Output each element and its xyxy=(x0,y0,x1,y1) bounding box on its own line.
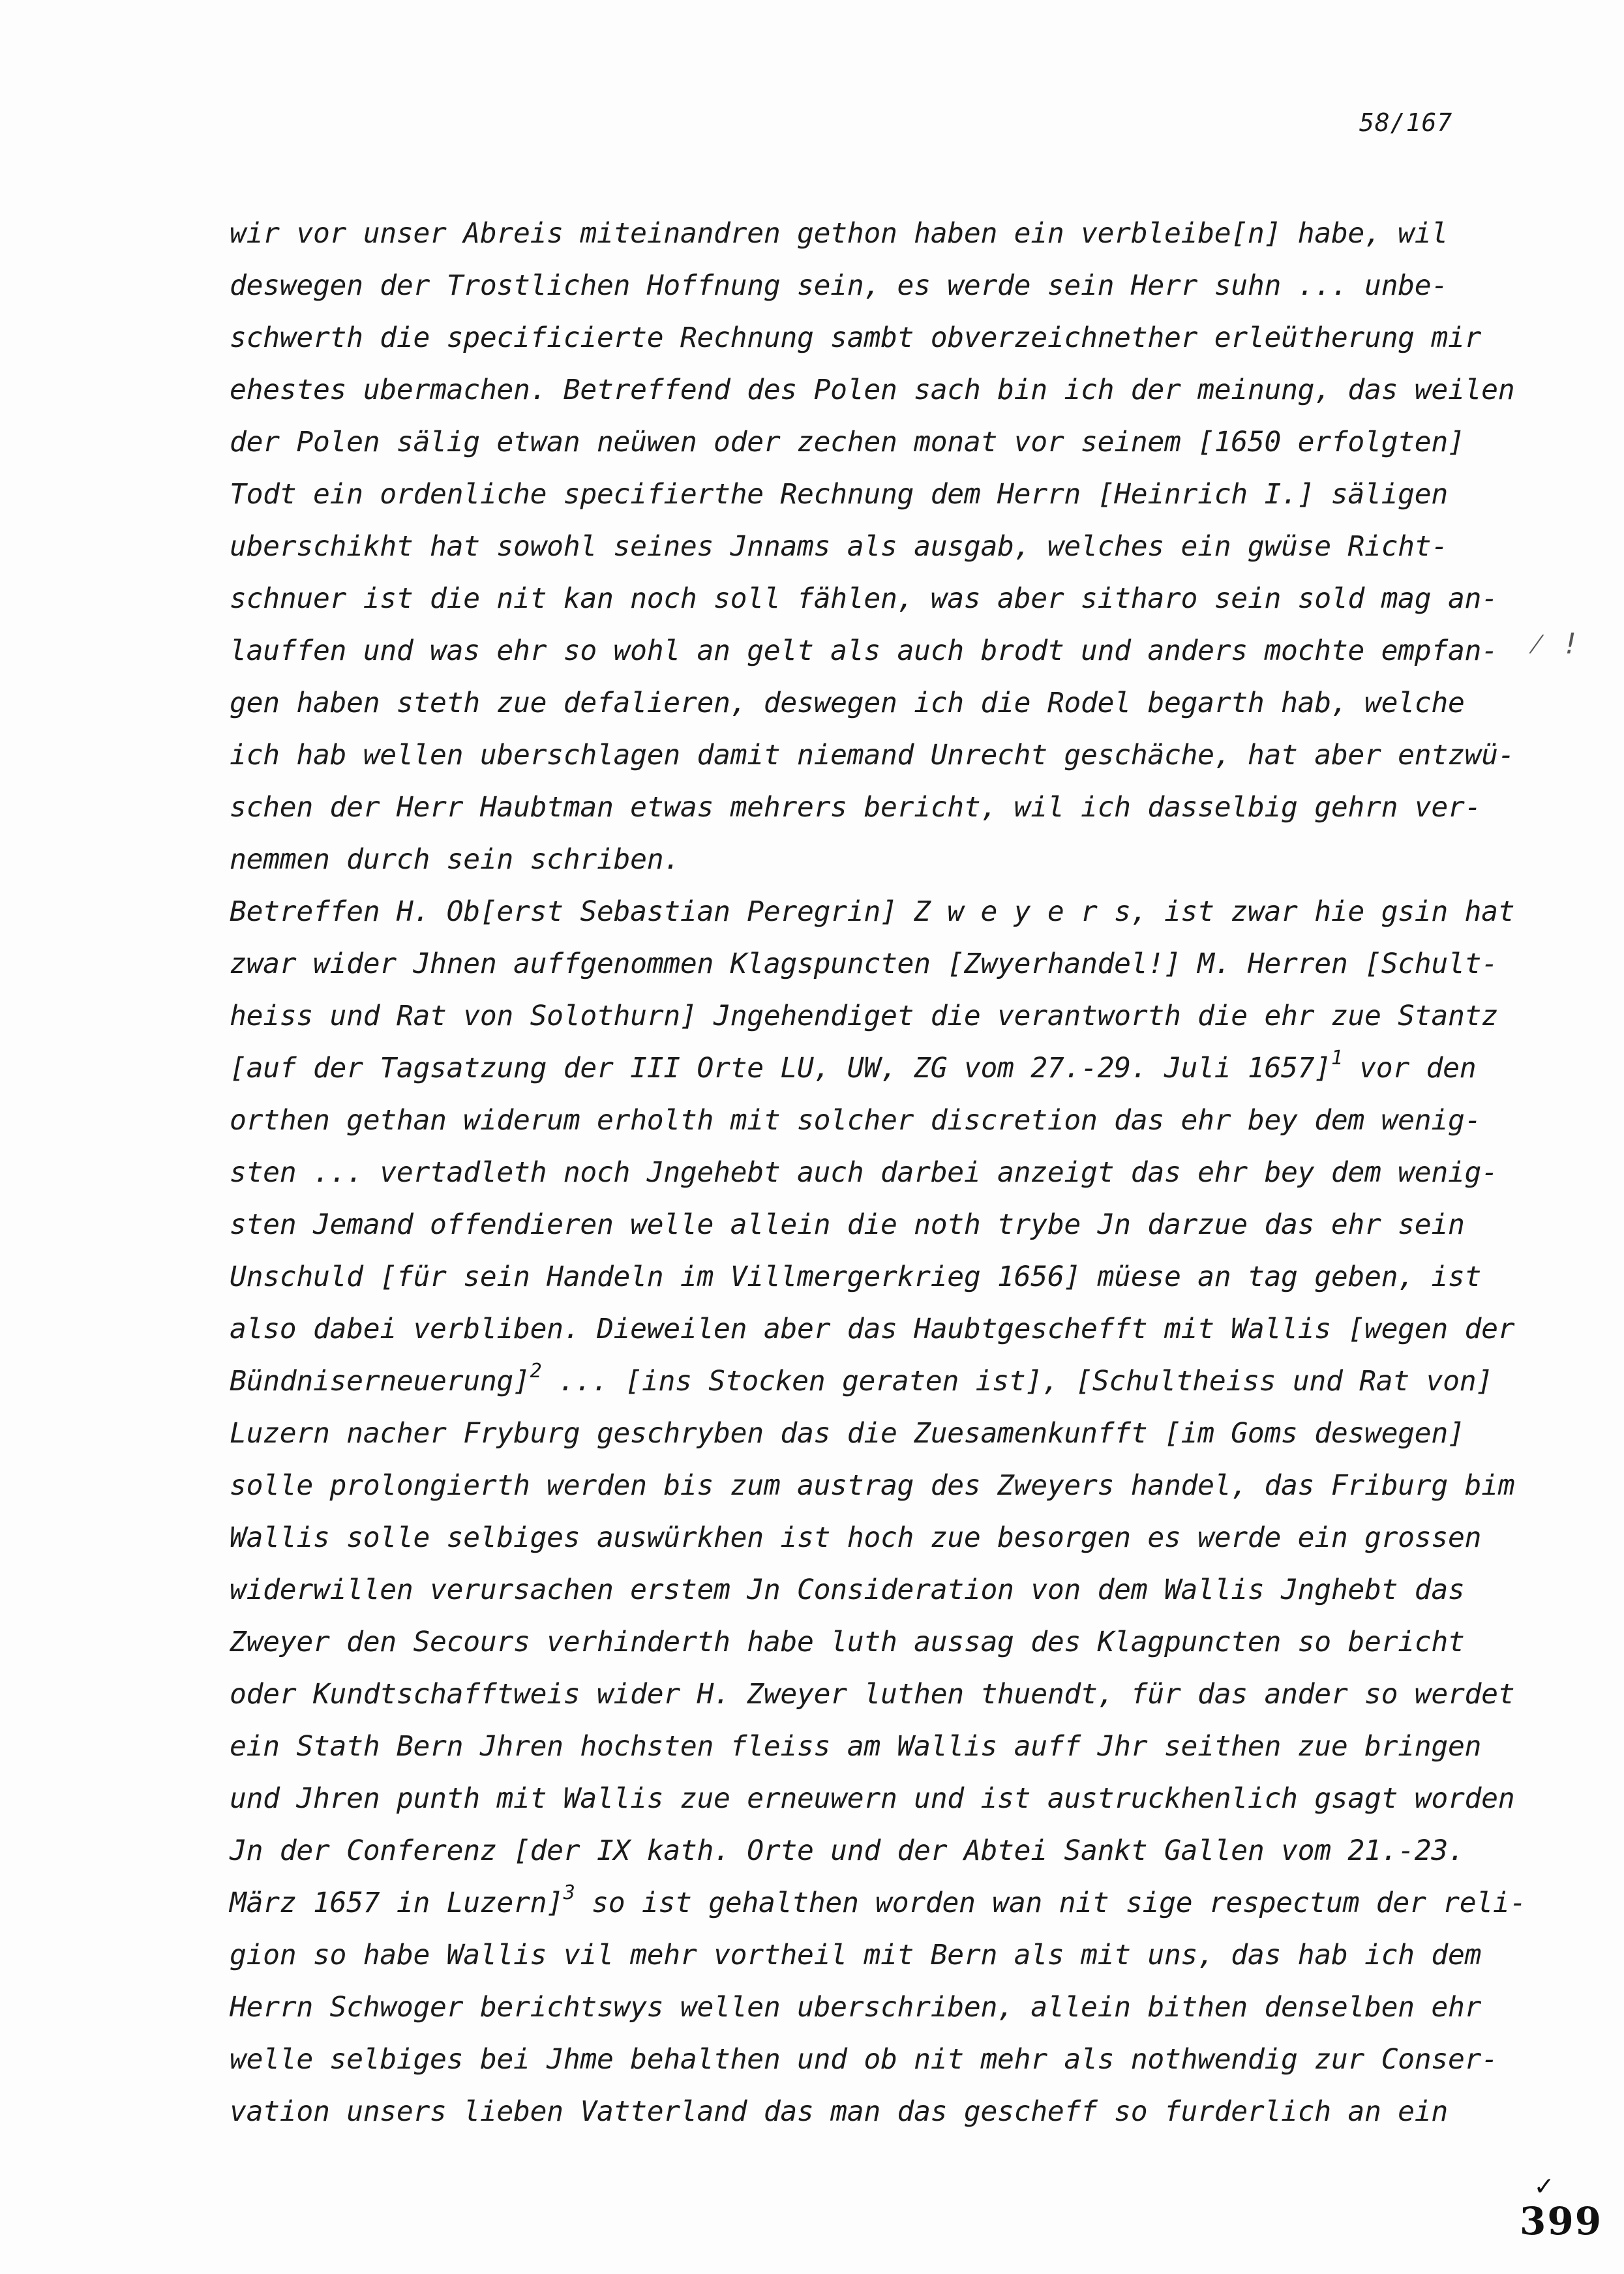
text-line xyxy=(230,416,1534,468)
text-line xyxy=(230,1042,1534,1094)
line-text: widerwillen verursachen erstem Jn Consideration von dem Wallis Jnghebt das xyxy=(230,1574,1465,1606)
text-line xyxy=(230,1199,1534,1251)
line-text: welle selbiges bei Jhme behalthen und ob nit mehr als nothwendig zur Conser- xyxy=(230,2043,1498,2076)
text-line xyxy=(230,1251,1534,1303)
text-line xyxy=(230,1459,1534,1512)
line-text: lauffen und was ehr so wohl an gelt als auch brodt und anders mochte empfan- xyxy=(230,635,1498,667)
line-text: Bündniserneuerung] xyxy=(230,1365,530,1398)
text-line xyxy=(230,1668,1534,1720)
line-text: Jn der Conferenz [der IX kath. Orte und der Abtei Sankt Gallen vom 21.-23. xyxy=(230,1834,1465,1867)
line-text: schwerth die specificierte Rechnung sambt obverzeichnether erleütherung mir xyxy=(230,322,1482,354)
line-text: oder Kundtschafftweis wider H. Zweyer luthen thuendt, für das ander so werdet xyxy=(230,1678,1515,1711)
text-line xyxy=(230,1355,1534,1407)
line-text: uberschikht hat sowohl seines Jnnams als ausgab, welches ein gwüse Richt- xyxy=(230,530,1448,563)
line-text: Herrn Schwoger berichtswys wellen uberschriben, allein bithen denselben ehr xyxy=(230,1991,1482,2024)
line-text: ich hab wellen uberschlagen damit niemand Unrecht geschäche, hat aber entzwü- xyxy=(230,739,1515,771)
line-text: gen haben steth zue defalieren, deswegen ich die Rodel begarth hab, welche xyxy=(230,687,1465,719)
line-text: Luzern nacher Fryburg geschryben das die Zuesamenkunfft [im Goms deswegen] xyxy=(230,1417,1465,1450)
text-line xyxy=(230,1303,1534,1355)
line-text: und Jhren punth mit Wallis zue erneuwern und ist austruckhenlich gsagt worden xyxy=(230,1782,1515,1815)
line-text: also dabei verbliben. Dieweilen aber das Haubtgeschefft mit Wallis [wegen der xyxy=(230,1313,1515,1345)
line-text: zwar wider Jhnen auffgenommen Klagspuncten [Zwyerhandel!] M. Herren [Schult- xyxy=(230,948,1498,980)
text-line xyxy=(230,938,1534,990)
text-line xyxy=(230,1616,1534,1668)
text-line xyxy=(230,1512,1534,1564)
text-line xyxy=(230,1877,1534,1929)
line-text: der Polen sälig etwan neüwen oder zechen monat vor seinem [1650 erfolgten] xyxy=(230,426,1465,458)
margin-annotation: ⁄ ! xyxy=(1527,627,1580,661)
text-line xyxy=(230,1929,1534,1981)
footnote-marker: 1 xyxy=(1331,1047,1343,1070)
text-line xyxy=(230,990,1534,1042)
line-text: Unschuld [für sein Handeln im Villmergerkrieg 1656] müese an tag geben, ist xyxy=(230,1261,1482,1293)
footnote-marker: 2 xyxy=(530,1360,542,1383)
text-line xyxy=(230,1773,1534,1825)
text-line xyxy=(230,781,1534,833)
line-text: schnuer ist die nit kan noch soll fählen, was aber sitharo sein sold mag an- xyxy=(230,582,1498,615)
line-text-continuation: so ist gehalthen worden wan nit sige respectum der reli- xyxy=(575,1887,1527,1919)
text-line xyxy=(230,364,1534,416)
text-line xyxy=(230,1981,1534,2033)
archive-checkmark: ✓ xyxy=(1535,2169,1553,2202)
transcription-body xyxy=(230,207,1534,2138)
line-text: nemmen durch sein schriben. xyxy=(230,843,680,876)
text-line xyxy=(230,729,1534,781)
text-line xyxy=(230,2033,1534,2086)
line-text: sten ... vertadleth noch Jngehebt auch darbei anzeigt das ehr bey dem wenig- xyxy=(230,1156,1498,1189)
line-text: deswegen der Trostlichen Hoffnung sein, es werde sein Herr suhn ... unbe- xyxy=(230,269,1448,302)
archive-folio-number: 399 xyxy=(1520,2199,1603,2243)
line-text: ehestes ubermachen. Betreffend des Polen sach bin ich der meinung, das weilen xyxy=(230,374,1515,406)
text-line xyxy=(230,677,1534,729)
footnote-marker: 3 xyxy=(563,1881,575,1904)
line-text: sten Jemand offendieren welle allein die noth trybe Jn darzue das ehr sein xyxy=(230,1208,1465,1241)
line-text: schen der Herr Haubtman etwas mehrers bericht, wil ich dasselbig gehrn ver- xyxy=(230,791,1482,824)
line-text: heiss und Rat von Solothurn] Jngehendiget die verantworth die ehr zue Stantz xyxy=(230,1000,1498,1032)
text-line xyxy=(230,833,1534,886)
text-line xyxy=(230,1720,1534,1773)
text-line xyxy=(230,468,1534,520)
line-text: Todt ein ordenliche specifierthe Rechnung dem Herrn [Heinrich I.] säligen xyxy=(230,478,1448,511)
line-text: orthen gethan widerum erholth mit solcher discretion das ehr bey dem wenig- xyxy=(230,1104,1482,1137)
line-text: vation unsers lieben Vatterland das man das gescheff so furderlich an ein xyxy=(230,2095,1448,2128)
line-text: ein Stath Bern Jhren hochsten fleiss am Wallis auff Jhr seithen zue bringen xyxy=(230,1730,1482,1763)
text-line xyxy=(230,260,1534,312)
line-text: Zweyer den Secours verhinderth habe luth aussag des Klagpuncten so bericht xyxy=(230,1626,1465,1658)
text-line xyxy=(230,573,1534,625)
text-line xyxy=(230,520,1534,573)
text-line xyxy=(230,1825,1534,1877)
text-line xyxy=(230,312,1534,364)
text-line xyxy=(230,207,1534,260)
line-text-continuation: ... [ins Stocken geraten ist], [Schultheiss und Rat von] xyxy=(541,1365,1493,1398)
text-line xyxy=(230,1146,1534,1199)
line-text: wir vor unser Abreis miteinandren gethon haben ein verbleibe[n] habe, wil xyxy=(230,217,1448,250)
text-line xyxy=(230,1094,1534,1146)
line-text: [auf der Tagsatzung der III Orte LU, UW, ZG vom 27.-29. Juli 1657] xyxy=(230,1052,1331,1085)
text-line xyxy=(230,886,1534,938)
line-text: Wallis solle selbiges auswürkhen ist hoch zue besorgen es werde ein grossen xyxy=(230,1521,1482,1554)
text-line xyxy=(230,2086,1534,2138)
text-line xyxy=(230,1564,1534,1616)
line-text: Betreffen H. Ob[erst Sebastian Peregrin] Z w e y e r s, ist zwar hie gsin hat xyxy=(230,895,1515,928)
line-text: solle prolongierth werden bis zum austrag des Zweyers handel, das Friburg bim xyxy=(230,1469,1515,1502)
line-text: März 1657 in Luzern] xyxy=(230,1887,564,1919)
text-line xyxy=(230,625,1534,677)
line-text-continuation: vor den xyxy=(1342,1052,1477,1085)
page-number: 58/167 xyxy=(1359,108,1453,137)
text-line xyxy=(230,1407,1534,1459)
line-text: gion so habe Wallis vil mehr vortheil mit Bern als mit uns, das hab ich dem xyxy=(230,1939,1482,1971)
